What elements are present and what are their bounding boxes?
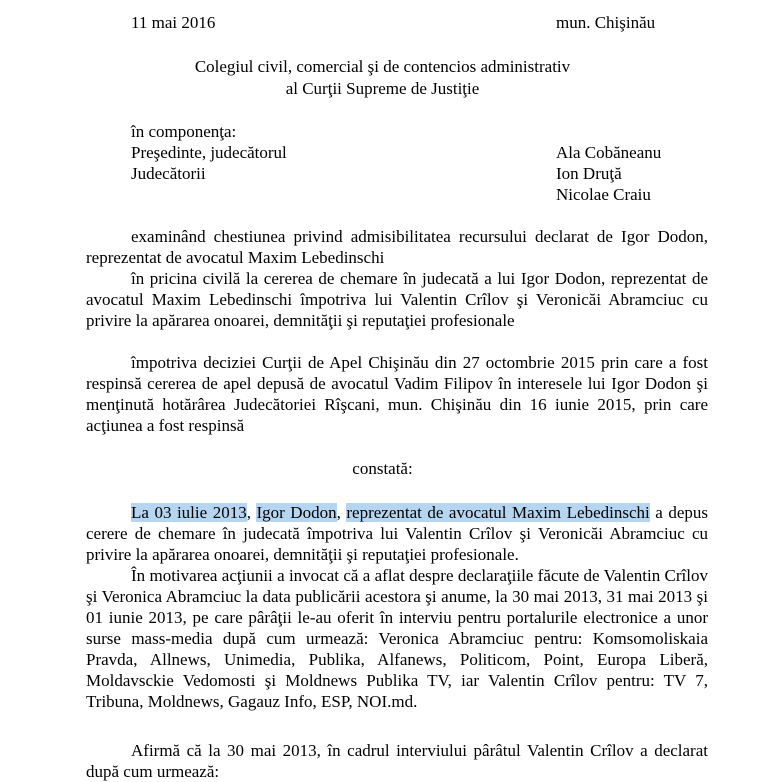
paragraph-appeal bbox=[86, 352, 708, 436]
president-label: Preşedinte, judecătorul bbox=[131, 143, 287, 162]
paragraph-text: În motivarea acţiunii a invocat că a aflat despre declaraţiile făcute de Valentin Crîlov şi Veronica Abramciuc la data publicării acestora şi anume, la 30 mai 2013, 31 mai 2013 şi 01 iunie 2013, pe care pârâţii le-au oferit în interviu pentru portalurile electronice a unor surse mass-media după cum urmează: Veronica Abramciuc pentru: Komsomoliskaia Pravda, Allnews, Unimedia, Publika, Alfanews, Politicom, Point, Europa Liberă, Moldavsckie Vedomosti şi Moldnews Publika TV, iar Valentin Crîlov pentru: TV 7, Tribuna, Moldnews, Gagauz Info, ESP, NOI.md. bbox=[86, 566, 708, 711]
judge-name-1: Ion Druţă bbox=[556, 164, 622, 183]
judge-name-2: Nicolae Craiu bbox=[556, 185, 651, 204]
paragraph-case bbox=[86, 268, 708, 331]
document-city: mun. Chişinău bbox=[556, 13, 656, 32]
paragraph-text: împotriva deciziei Curţii de Apel Chişinău din 27 octombrie 2015 prin care a fost respinsă cererea de apel depusă de avocatul Vadim Filipov în interesele lui Igor Dodon şi menţinută hotărârea Judecătoriei Rîşcani, mun. Chişinău din 16 iunie 2015, prin care acţiunea a fost respinsă bbox=[86, 353, 708, 435]
paragraph-text: a depus cerere de chemare în judecată împotriva lui Valentin Crîlov şi Veronicăi Abramciuc cu privire la apărarea onoarei, demnităţii şi reputaţiei profesionale. bbox=[86, 503, 708, 564]
paragraph-motivation bbox=[86, 565, 708, 712]
paragraph-text: examinând chestiunea privind admisibilitatea recursului declarat de Igor Dodon, reprezentat de avocatul Maxim Lebedinschi bbox=[86, 227, 708, 267]
judges-label: Judecătorii bbox=[131, 164, 206, 183]
highlighted-name[interactable]: Igor Dodon bbox=[256, 503, 337, 522]
president-name: Ala Cobăneanu bbox=[556, 143, 662, 162]
constata-heading: constată: bbox=[352, 459, 413, 478]
separator-text: , bbox=[246, 503, 257, 522]
court-name-line2: al Curţii Supreme de Justiţie bbox=[285, 79, 480, 98]
separator-text: , bbox=[336, 503, 347, 522]
highlighted-date[interactable]: La 03 iulie 2013 bbox=[131, 503, 247, 522]
court-name-line1: Colegiul civil, comercial şi de contencios administrativ bbox=[194, 57, 571, 76]
paragraph-text: Afirmă că la 30 mai 2013, în cadrul interviului pârâtul Valentin Crîlov a declarat după cum urmează: bbox=[86, 741, 708, 781]
paragraph-examination bbox=[86, 226, 708, 268]
paragraph-facts bbox=[86, 502, 708, 565]
composition-intro: în componenţa: bbox=[131, 122, 237, 141]
document-date: 11 mai 2016 bbox=[131, 13, 216, 32]
paragraph-statement bbox=[86, 740, 708, 782]
paragraph-text: în pricina civilă la cererea de chemare în judecată a lui Igor Dodon, reprezentat de avocatul Maxim Lebedinschi împotriva lui Valentin Crîlov şi Veronicăi Abramciuc cu privire la apărarea onoarei, demnităţii şi reputaţiei profesionale bbox=[86, 269, 708, 330]
highlighted-representative[interactable]: reprezentat de avocatul Maxim Lebedinschi bbox=[346, 503, 650, 522]
